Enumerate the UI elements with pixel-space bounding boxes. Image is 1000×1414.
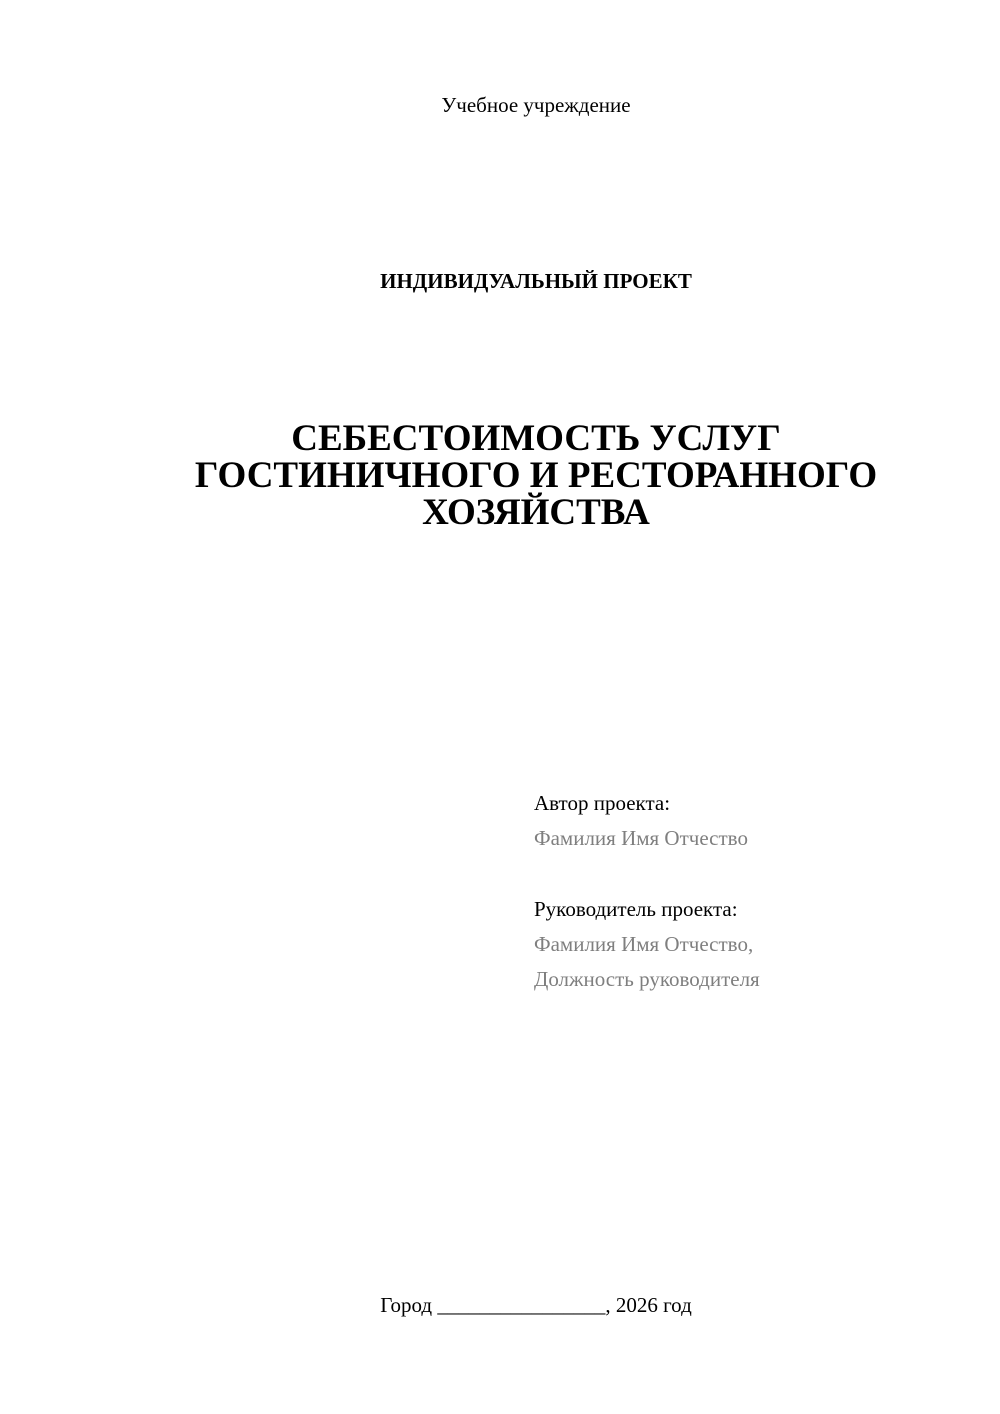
project-title-line-1: СЕБЕСТОИМОСТЬ УСЛУГ (291, 418, 781, 459)
author-label: Автор проекта: (534, 791, 671, 815)
project-title (0, 420, 1000, 531)
supervisor-position: Должность руководителя (534, 967, 760, 991)
supervisor-name: Фамилия Имя Отчество, (534, 932, 754, 956)
institution-name: Учебное учреждение (441, 93, 631, 117)
supervisor-block (534, 896, 974, 992)
author-name: Фамилия Имя Отчество (534, 826, 748, 850)
author-block (534, 790, 974, 851)
city-year-line: Город ________________, 2026 год (380, 1293, 692, 1317)
supervisor-label: Руководитель проекта: (534, 897, 738, 921)
project-type-heading: ИНДИВИДУАЛЬНЫЙ ПРОЕКТ (380, 269, 692, 293)
project-title-line-2: ГОСТИНИЧНОГО И РЕСТОРАННОГО (194, 455, 878, 496)
project-title-line-3: ХОЗЯЙСТВА (422, 492, 650, 533)
